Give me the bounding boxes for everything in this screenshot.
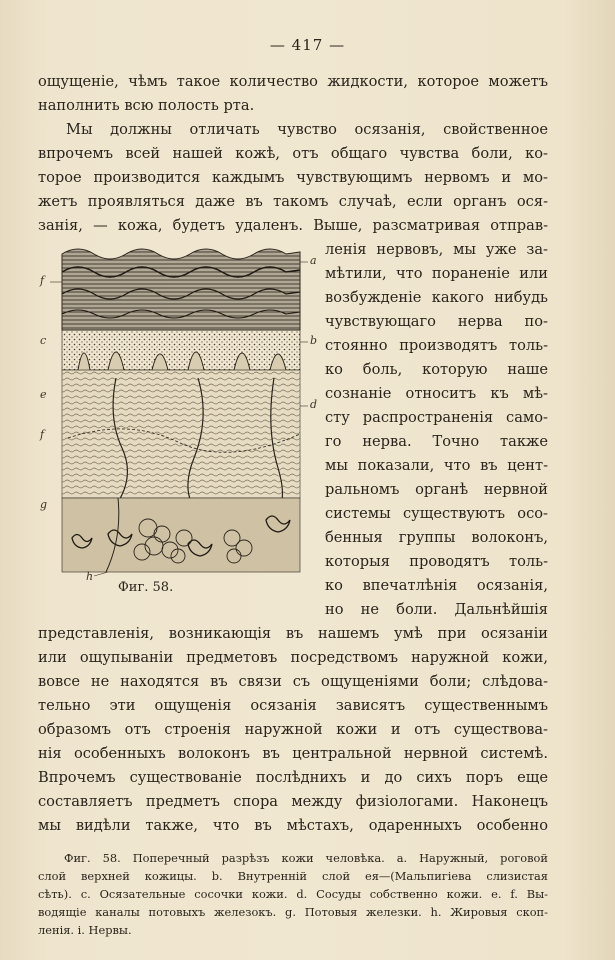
wrap-line: сту распространенія само- [325,409,548,426]
figure-label-d: d [310,398,318,411]
body-line: тельно эти ощущенія осязанія зависятъ существеннымъ [38,697,548,714]
body-line: образомъ отъ строенія наружной кожи и отъ существова- [38,721,548,738]
wrap-line: ко боль, которую наше [325,361,548,378]
footnote-line: Фиг. 58. Поперечный разрѣзъ кожи человѣка. a. Наружный, роговой [64,851,548,865]
body-line: составляетъ предметъ спора между физіологами. Наконецъ [38,793,548,810]
figure-label-g: g [40,498,48,511]
footnote-line: сѣть). c. Осязательные сосочки кожи. d. Сосуды собственно кожи. e. f. Вы- [38,887,548,901]
body-line: Впрочемъ существованіе послѣднихъ и до сихъ поръ еще [38,769,548,786]
body-line: наполнить всю полость рта. [38,97,255,114]
body-line: вовсе не находятся въ связи съ ощущеніями боли; слѣдова- [38,673,548,690]
wrap-line: стоянно производятъ толь- [325,337,548,354]
wrap-line: возбужденіе какого нибудь [325,289,548,306]
footnote-line: водящіе каналы потовыхъ железокъ. g. Потовыя железки. h. Жировыя скоп- [38,905,548,919]
wrap-line: ко впечатлѣнія осязанія, [325,577,548,594]
body-line: впрочемъ всей нашей кожѣ, отъ общаго чувства боли, ко- [38,145,548,162]
wrap-line: го нерва. Точно также [325,433,548,450]
body-line: ощущеніе, чѣмъ такое количество жидкости, которое можетъ [38,73,548,90]
body-line: или ощупываніи предметовъ посредствомъ наружной кожи, [38,649,548,666]
footnote-line: ленія. i. Нервы. [38,923,132,937]
skin-cross-section-figure [38,238,320,590]
wrap-line: сознаніе относитъ къ мѣ- [325,385,548,402]
figure-label-a: a [310,254,317,267]
wrap-line: мы показали, что въ цент- [325,457,548,474]
body-line: представленія, возникающія въ нашемъ умѣ при осязаніи [38,625,548,642]
figure-label-h: h [86,570,94,583]
body-line: нія особенныхъ волоконъ въ центральной нервной системѣ. [38,745,548,762]
body-line: Мы должны отличать чувство осязанія, свойственное [66,121,548,138]
body-line: мы видѣли также, что въ мѣстахъ, одаренныхъ особенно [38,817,548,834]
body-line: занія, — кожа, будетъ удаленъ. Выше, разсматривая отправ- [38,217,548,234]
page-number: — 417 — [269,36,346,54]
figure-label-b: b [310,334,318,347]
wrap-line: мѣтили, что пораненіе или [325,265,548,282]
skin-engraving-illustration [38,238,320,590]
wrap-line: но не боли. Дальнѣйшія [325,601,548,618]
figure-label-e: e [40,388,47,401]
wrap-line: чувствующаго нерва по- [325,313,548,330]
wrap-line: ленія нервовъ, мы уже за- [325,241,548,258]
figure-label-f2: f [40,428,45,441]
wrap-line: системы существуютъ осо- [325,505,548,522]
figure-label-f1: f [40,274,45,287]
footnote-line: слой верхней кожицы. b. Внутренній слой ея—(Мальпигіева слизистая [38,869,548,883]
figure-caption: Фиг. 58. [118,580,174,595]
wrap-line: бенныя группы волоконъ, [325,529,548,546]
body-line: торое производится каждымъ чувствующимъ нервомъ и мо- [38,169,548,186]
wrap-line: ральномъ органѣ нервной [325,481,548,498]
figure-label-c: c [40,334,47,347]
wrap-line: которыя проводятъ толь- [325,553,548,570]
body-line: жетъ проявляться даже въ такомъ случаѣ, если органъ ося- [38,193,548,210]
